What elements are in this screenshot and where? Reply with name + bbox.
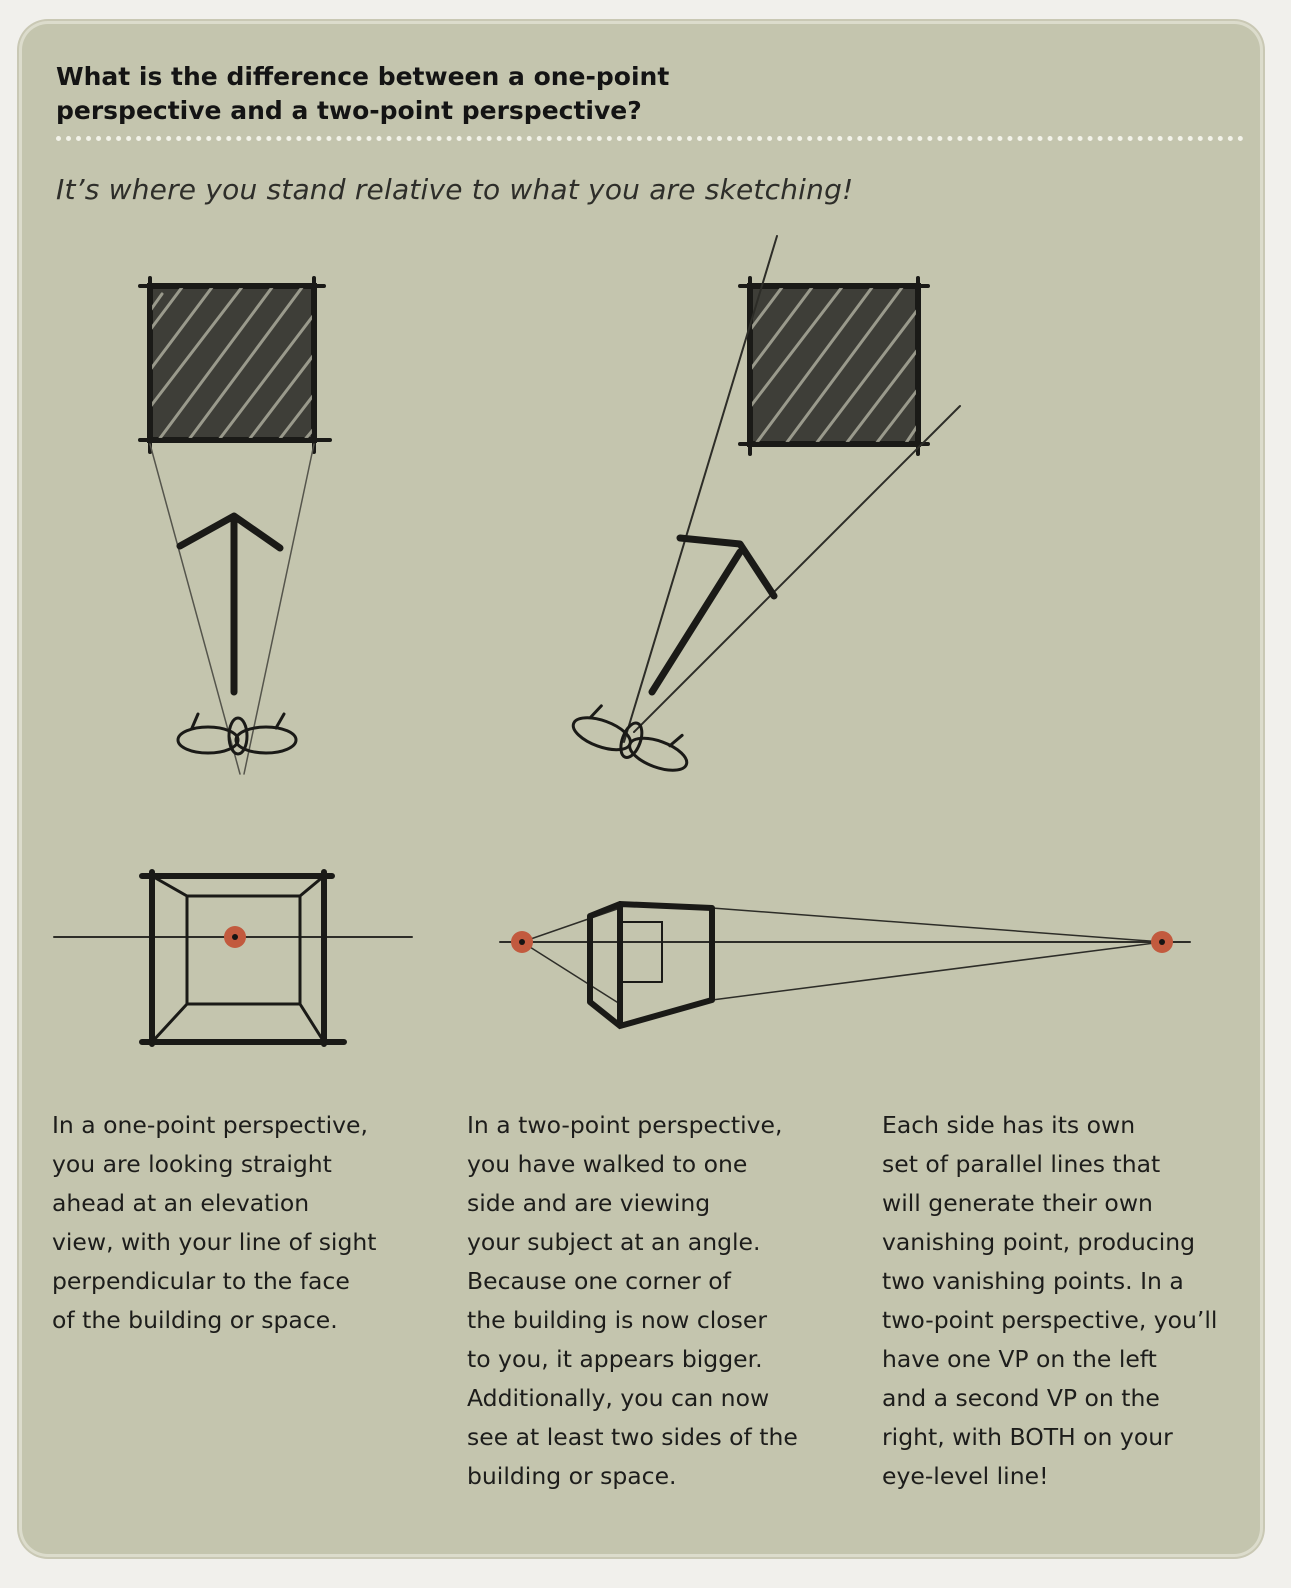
text-column-two-point: In a two-point perspective, you have walked to one side and are viewing your subject at an angle. Because one corner of the building is now closer to you, it appears bigger. Additionally, you can now see at least two sides of the building or space. xyxy=(467,1111,798,1490)
inner-edges xyxy=(620,922,662,982)
panel-heading: What is the difference between a one-point perspective and a two-point perspective? xyxy=(56,62,670,125)
arrow-icon xyxy=(180,516,280,692)
footprints-icon xyxy=(178,714,296,754)
receding-edges xyxy=(152,876,324,1042)
panel-subheading: It’s where you stand relative to what you are sketching! xyxy=(56,173,854,206)
text-column-vanishing-points: Each side has its own set of parallel lines that will generate their own vanishing point, producing two vanishing points. In a two-point perspective, you’ll have one VP on the left and a second VP on the right, with BOTH on your eye-level line! xyxy=(882,1111,1218,1490)
plan-view-two-point xyxy=(569,236,960,778)
plan-view-one-point xyxy=(132,274,330,774)
footprints-icon-2 xyxy=(569,699,695,778)
info-panel xyxy=(22,24,1260,1554)
one-point-perspective-sketch xyxy=(54,872,412,1044)
two-point-perspective-sketch xyxy=(500,904,1190,1026)
inner-frame xyxy=(187,896,300,1004)
text-column-one-point: In a one-point perspective, you are looking straight ahead at an elevation view, with your line of sight perpendicular to the face of the building or space. xyxy=(52,1111,377,1334)
diagonal-arrow-icon xyxy=(652,538,774,692)
sight-line-right-2 xyxy=(634,406,960,732)
